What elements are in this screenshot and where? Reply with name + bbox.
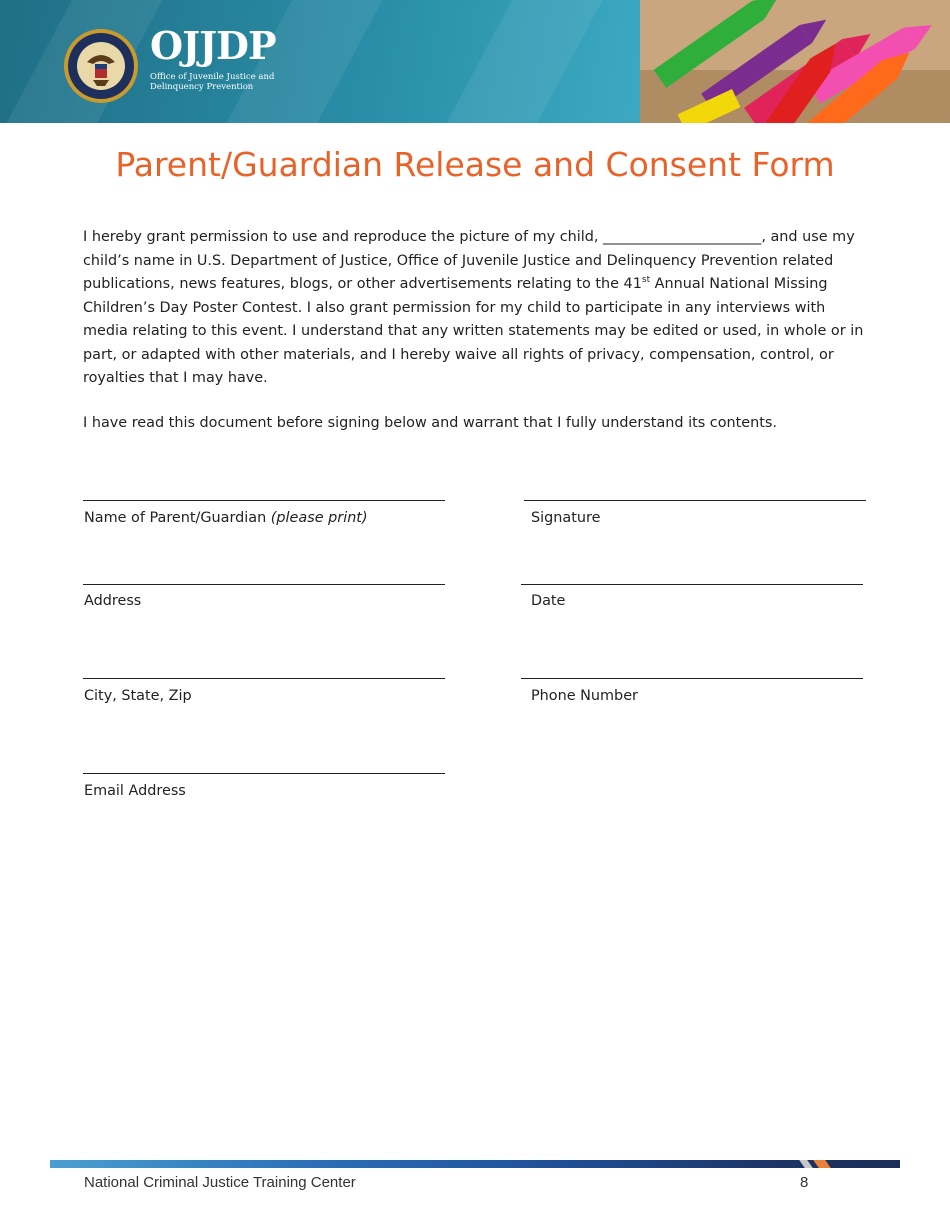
address-field-label: Address — [84, 593, 142, 609]
acknowledgement-paragraph: I have read this document before signing below and warrant that I fully understand its contents. — [83, 415, 777, 431]
ordinal-suffix: st — [641, 275, 651, 286]
signature-field-label: Signature — [531, 510, 601, 526]
footer-organization: National Criminal Justice Training Center — [84, 1174, 356, 1191]
crayons-image — [640, 0, 950, 123]
name-label-text: Name of Parent/Guardian — [84, 510, 271, 526]
form-title: Parent/Guardian Release and Consent Form — [115, 145, 835, 184]
consent-text-part1: I hereby grant permission to use and reproduce the picture of my child, ______________________, and use my child’s name in U.S. Department of Justice, Office of Juvenile Justice and Delinquency Prevention related publications, news features, blogs, or other advertisements relating to the 41 — [83, 229, 855, 292]
phone-field-line[interactable] — [521, 678, 863, 679]
signature-field-line[interactable] — [524, 500, 866, 501]
date-field-label: Date — [531, 593, 566, 609]
consent-text-part2: Annual National Missing Children’s Day Poster Contest. I also grant permission for my child to participate in any interviews with media relating to this event. I understand that any written statements may be edited or used, in whole or in part, or adapted with other materials, and I hereby waive all rights of privacy, compensation, control, or royalties that I may have. — [83, 276, 864, 386]
logo-subtitle-line2: Delinquency Prevention — [150, 82, 254, 92]
logo-subtitle — [150, 72, 276, 92]
city-state-zip-field-label: City, State, Zip — [84, 688, 192, 704]
consent-paragraph — [83, 226, 873, 391]
address-field-line[interactable] — [83, 584, 445, 585]
footer-bar — [50, 1160, 900, 1168]
footer-accent-orange — [813, 1160, 831, 1168]
ojjdp-logo — [150, 23, 276, 92]
date-field-line[interactable] — [521, 584, 863, 585]
email-field-line[interactable] — [83, 773, 445, 774]
name-field-line[interactable] — [83, 500, 445, 501]
footer-accent-grey — [799, 1160, 813, 1168]
email-field-label: Email Address — [84, 783, 186, 799]
doj-seal-icon — [63, 28, 139, 104]
page-number: 8 — [800, 1174, 809, 1191]
header-banner — [0, 0, 950, 123]
name-label-hint: (please print) — [270, 510, 368, 526]
phone-field-label: Phone Number — [531, 688, 638, 704]
name-field-label — [84, 508, 368, 528]
logo-subtitle-line1: Office of Juvenile Justice and — [150, 72, 275, 82]
logo-mark: OJJDP — [150, 23, 276, 68]
city-state-zip-field-line[interactable] — [83, 678, 445, 679]
